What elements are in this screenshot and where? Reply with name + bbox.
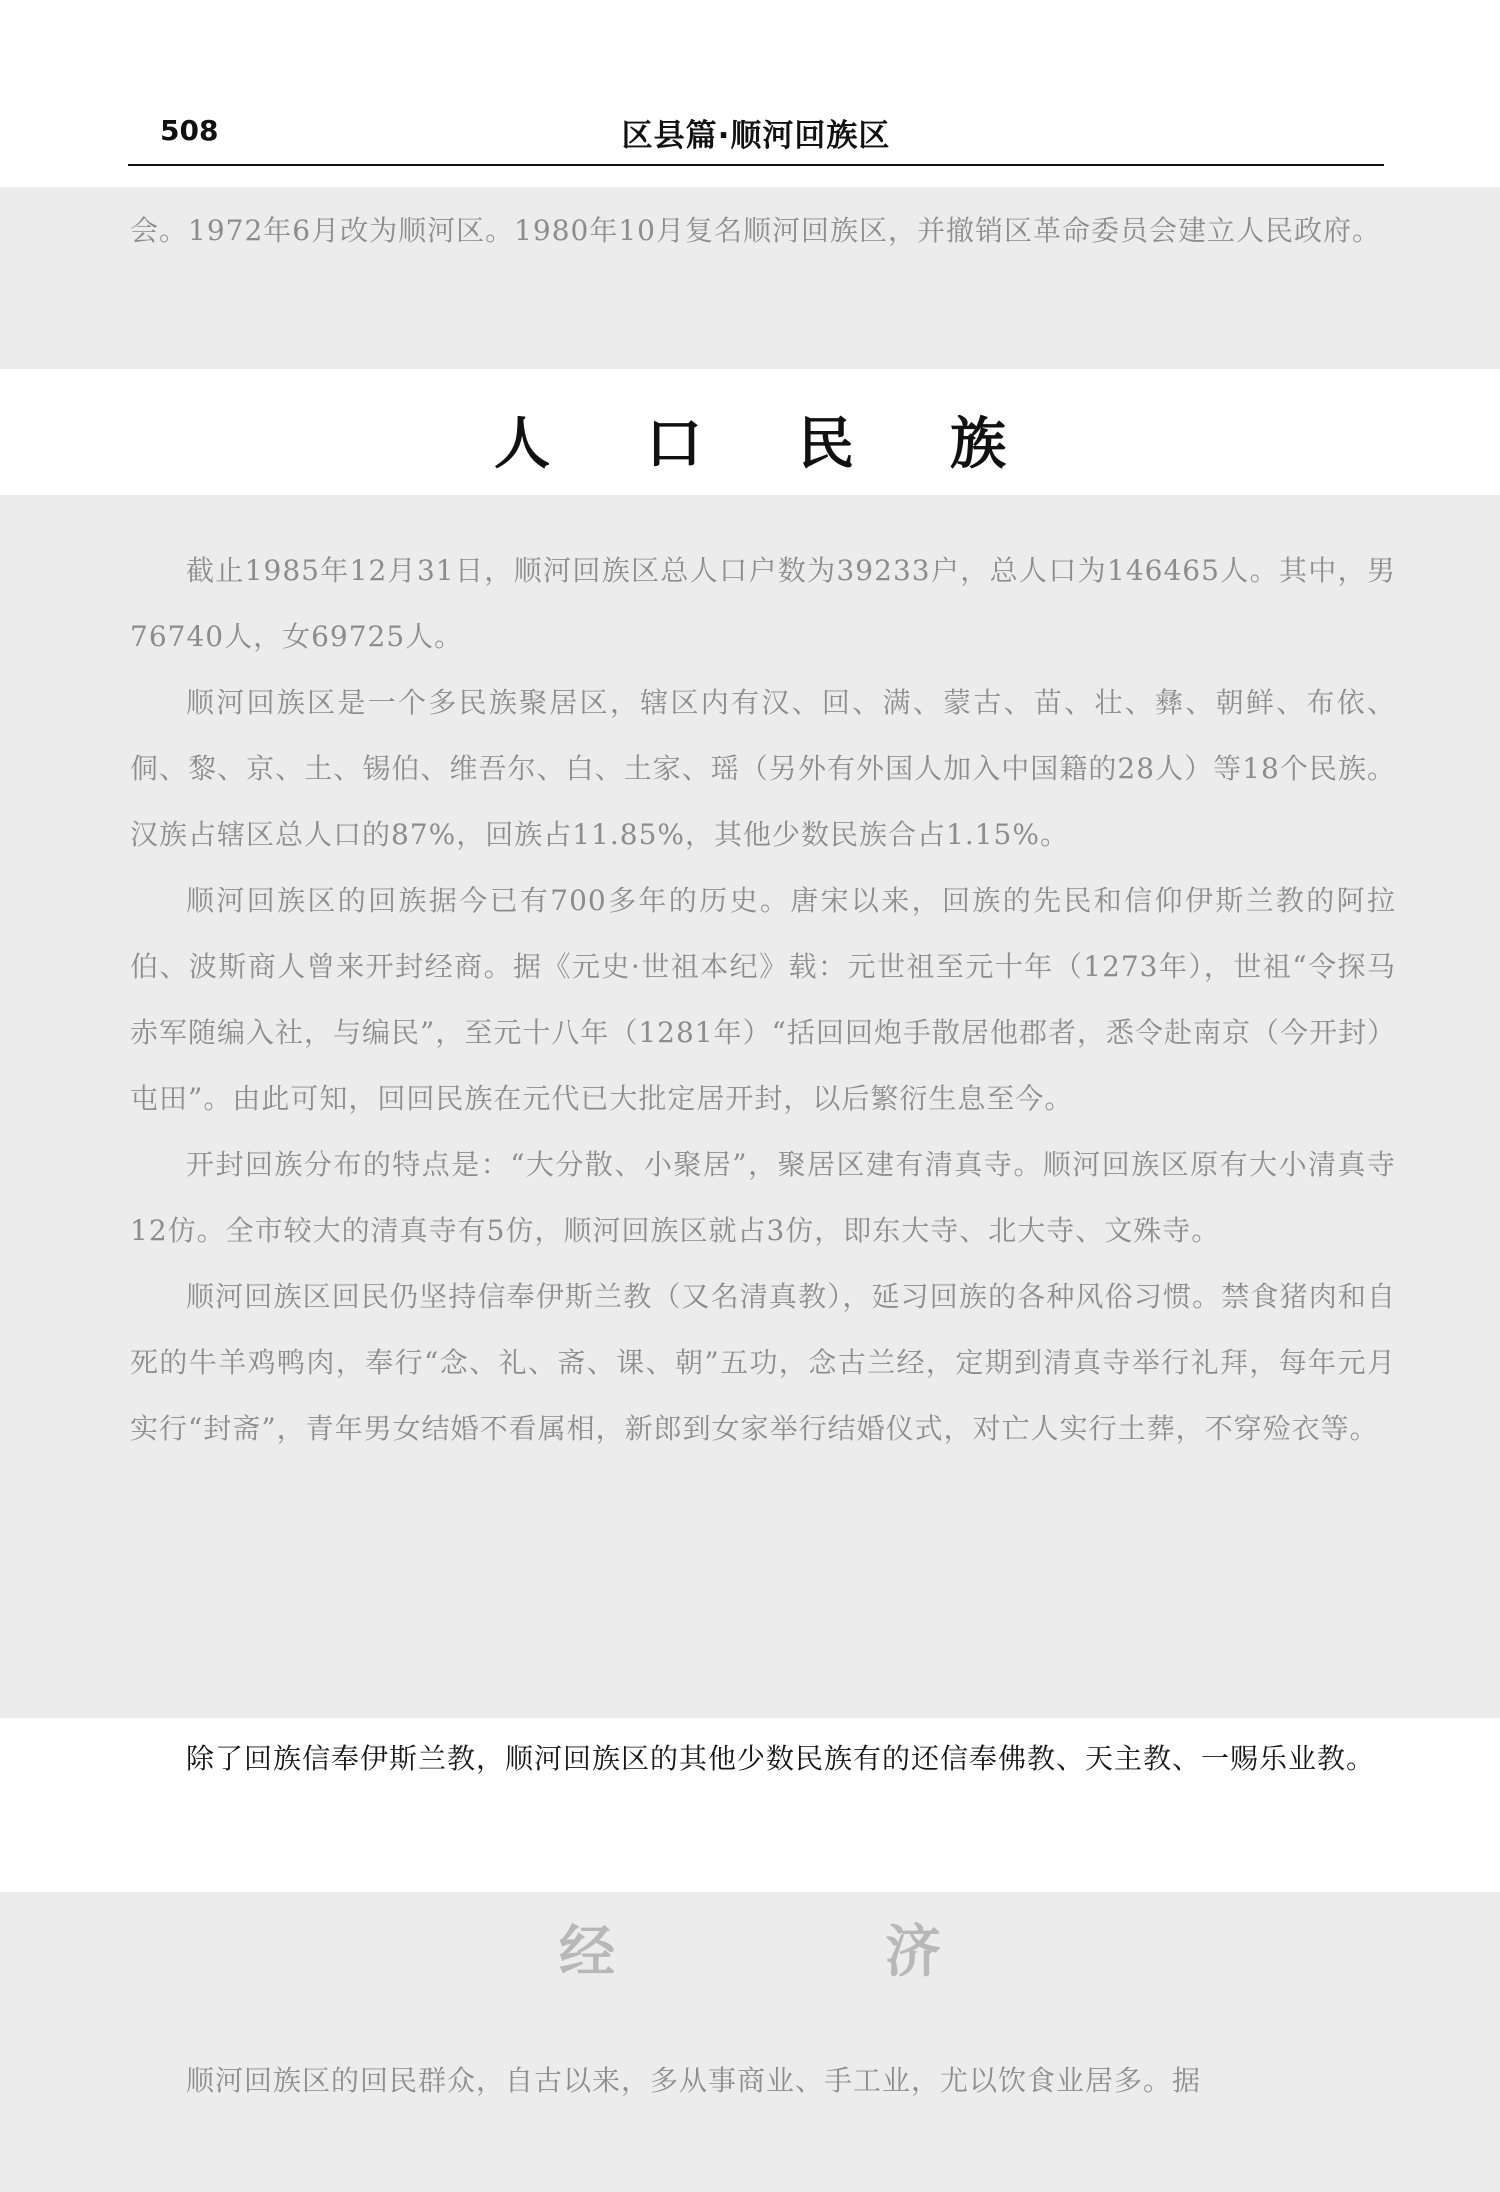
section-title-population: 人口民族: [494, 411, 1102, 477]
population-paragraph: 截止1985年12月31日，顺河回族区总人口户数为39233户，总人口为146465人。其中，男76740人，女69725人。: [130, 554, 1396, 653]
intro-paragraph: 会。1972年6月改为顺河区。1980年10月复名顺河回族区，并撤销区革命委员会建立人民政府。: [130, 214, 1381, 247]
population-paragraph: 顺河回族区是一个多民族聚居区，辖区内有汉、回、满、蒙古、苗、壮、彝、朝鲜、布依、侗、黎、京、土、锡伯、维吾尔、白、土家、瑶（另外有外国人加入中国籍的28人）等18个民族。汉族占辖区总人口的87%，回族占11.85%，其他少数民族合占1.15%。: [130, 686, 1396, 851]
section-title-economy: 经济: [559, 1919, 1211, 1985]
population-text: [130, 538, 1396, 1462]
religion-text: [130, 1726, 1396, 1792]
page-header: [128, 0, 1384, 186]
population-paragraph: 顺河回族区的回族据今已有700多年的历史。唐宋以来，回族的先民和信仰伊斯兰教的阿拉伯、波斯商人曾来开封经商。据《元史·世祖本纪》载：元世祖至元十年（1273年），世祖“令探马赤军随编入社，与编民”，至元十八年（1281年）“括回回炮手散居他郡者，悉令赴南京（今开封）屯田”。由此可知，回回民族在元代已大批定居开封，以后繁衍生息至今。: [130, 884, 1396, 1115]
economy-paragraph: 顺河回族区的回民群众，自古以来，多从事商业、手工业，尤以饮食业居多。据: [186, 2064, 1202, 2097]
header-rule: [128, 164, 1384, 166]
economy-text: [130, 2048, 1396, 2114]
population-paragraph: 顺河回族区回民仍坚持信奉伊斯兰教（又名清真教），延习回族的各种风俗习惯。禁食猪肉和自死的牛羊鸡鸭肉，奉行“念、礼、斋、课、朝”五功，念古兰经，定期到清真寺举行礼拜，每年元月实行“封斋”，青年男女结婚不看属相，新郎到女家举行结婚仪式，对亡人实行土葬，不穿殓衣等。: [130, 1280, 1396, 1445]
running-title: 区县篇·顺河回族区: [621, 118, 891, 154]
population-paragraph: 开封回族分布的特点是：“大分散、小聚居”，聚居区建有清真寺。顺河回族区原有大小清真寺12仿。全市较大的清真寺有5仿，顺河回族区就占3仿，即东大寺、北大寺、文殊寺。: [130, 1148, 1396, 1247]
population-paragraph: 除了回族信奉伊斯兰教，顺河回族区的其他少数民族有的还信奉佛教、天主教、一赐乐业教。: [186, 1742, 1376, 1775]
intro-text: [130, 198, 1396, 264]
page-number: 508: [160, 114, 219, 147]
